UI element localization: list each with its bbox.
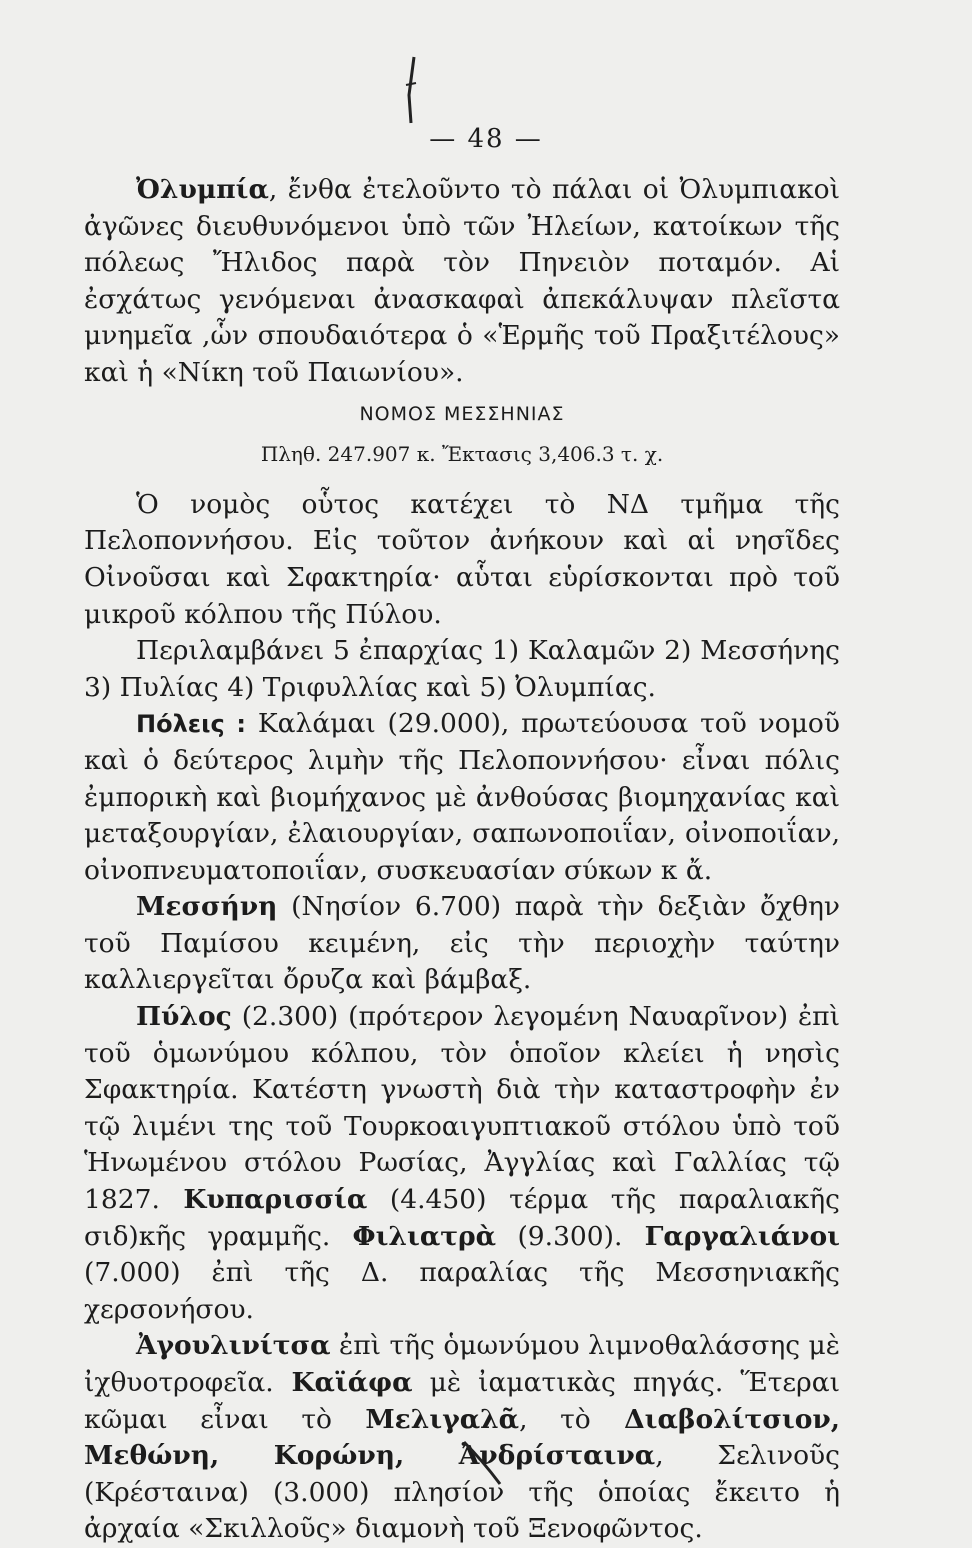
messini-text: (Νησίον 6.700) παρὰ τὴν δεξιὰν ὄχθην τοῦ Παμίσου κειμένη, εἰς τὴν περιοχὴν ταύτην καλλιεργεῖται ὄρυζα καὶ βάμβαξ.	[84, 891, 840, 996]
city-filiatra: Φιλιατρὰ	[330, 1220, 497, 1252]
paragraph-villages	[84, 1328, 840, 1548]
paragraph-pylos	[84, 999, 840, 1328]
paragraph-messini	[84, 889, 840, 999]
gargalianoi-text: (7.000) ἐπὶ τῆς Δ. παραλίας τῆς Μεσσηνιακῆς χερσονήσου.	[84, 1257, 840, 1325]
paragraph-cities	[84, 706, 840, 889]
place-olympia: Ὀλυμπία	[136, 174, 269, 205]
city-messini: Μεσσήνη	[136, 891, 278, 923]
page-number: — 48 —	[429, 124, 543, 154]
agoulinitsa-text: ἐπὶ τῆς ὁμωνύμου λιμνοθαλάσσης μὲ ἰχθυοτροφεῖα.	[84, 1330, 840, 1398]
separator-text: , τὸ	[519, 1403, 591, 1435]
city-pylos: Πύλος	[136, 1001, 232, 1033]
ink-mark-icon	[400, 55, 422, 125]
city-kalamai: Καλάμαι	[246, 708, 376, 740]
body-text	[84, 172, 840, 1548]
city-agoulinitsa: Ἀγουλινίτσα	[136, 1330, 331, 1362]
cities-lead: Πόλεις :	[136, 710, 247, 739]
intro-text: , ἔνθα ἐτελοῦντο τὸ πάλαι οἱ Ὀλυμπιακοὶ ἀγῶνες διευθυνόμενοι ὑπὸ τῶν Ἠλείων, κατοίκων τῆς πόλεως Ἤλιδος παρὰ τὸν Πηνειὸν ποταμόν. Αἱ ἐσχάτως γενόμεναι ἀνασκαφαὶ ἀπεκάλυψαν πλεῖστα μνημεῖα ,ὧν σπουδαιότερα ὁ «Ἑρμῆς τοῦ Πραξιτέλους» καὶ ἡ «Νίκη τοῦ Παιωνίου».	[84, 174, 840, 388]
city-kaiafa: Καϊάφα	[273, 1367, 413, 1398]
villages-list: Διαβολίτσιον, Μεθώνη, Κορώνη, Ἀνδρίσταινα	[84, 1403, 841, 1472]
selinous-text: , Σελινοῦς (Κρέσταινα) (3.000) πλησίον τῆς ὁποίας ἔκειτο ἡ ἀρχαία «Σκιλλοῦς» διαμονὴ τοῦ Ξενοφῶντος.	[84, 1440, 841, 1545]
city-kyparissia: Κυπαρισσία	[159, 1184, 368, 1216]
intro-paragraph	[84, 172, 840, 392]
kalamai-text: (29.000), πρωτεύουσα τοῦ νομοῦ καὶ ὁ δεύτερος λιμὴν τῆς Πελοποννήσου· εἶναι πόλις ἐμπορικὴ καὶ βιομήχανος μὲ ἀνθούσας βιομηχανίας καὶ μεταξουργίαν, ἐλαιουργίαν, σαπωνοποιΐαν, οἰνοποιΐαν, οἰνοπνευματοποιΐαν, συσκευασίαν σύκων κ ἄ.	[84, 708, 840, 886]
pylos-text: (2.300) (πρότερον λεγομένη Ναυαρῖνον) ἐπὶ τοῦ ὁμωνύμου κόλπου, τὸν ὁποῖον κλείει ἡ νησὶς Σφακτηρία. Κατέστη γνωστὴ διὰ τὴν καταστροφὴν ἐν τῷ λιμένι της τοῦ Τουρκοαιγυπτιακοῦ στόλου ὑπὸ τοῦ Ἡνωμένου στόλου Ρωσίας, Ἀγγλίας καὶ Γαλλίας τῷ 1827.	[84, 1001, 840, 1216]
ink-stroke-icon	[460, 1440, 520, 1490]
section-heading: ΝΟΜΟΣ ΜΕΣΣΗΝΙΑΣ	[359, 402, 565, 425]
section-stats: Πληθ. 247.907 κ. Ἔκτασις 3,406.3 τ. χ.	[260, 442, 664, 467]
kaiafa-text: μὲ ἰαματικὰς πηγάς. Ἕτεραι κῶμαι εἶναι τὸ	[84, 1367, 840, 1435]
city-gargalianoi: Γαργαλιάνοι	[622, 1220, 840, 1252]
city-meligala: Μελιγαλᾶ	[331, 1403, 520, 1435]
kyparissia-text: (4.450) τέρμα τῆς παραλιακῆς σιδ)κῆς γραμμῆς.	[84, 1184, 840, 1252]
paragraph-2: Περιλαμβάνει 5 ἐπαρχίας 1) Καλαμῶν 2) Μεσσήνης 3) Πυλίας 4) Τριφυλλίας καὶ 5) Ὀλυμπίας.	[84, 635, 840, 703]
paragraph-1: Ὁ νομὸς οὗτος κατέχει τὸ ΝΔ τμῆμα τῆς Πελοποννήσου. Εἰς τοῦτον ἀνήκουν καὶ αἱ νησῖδες Οἰνοῦσαι καὶ Σφακτηρία· αὗται εὑρίσκονται πρὸ τοῦ μικροῦ κόλπου τῆς Πύλου.	[84, 488, 840, 630]
filiatra-text: (9.300).	[496, 1220, 623, 1252]
